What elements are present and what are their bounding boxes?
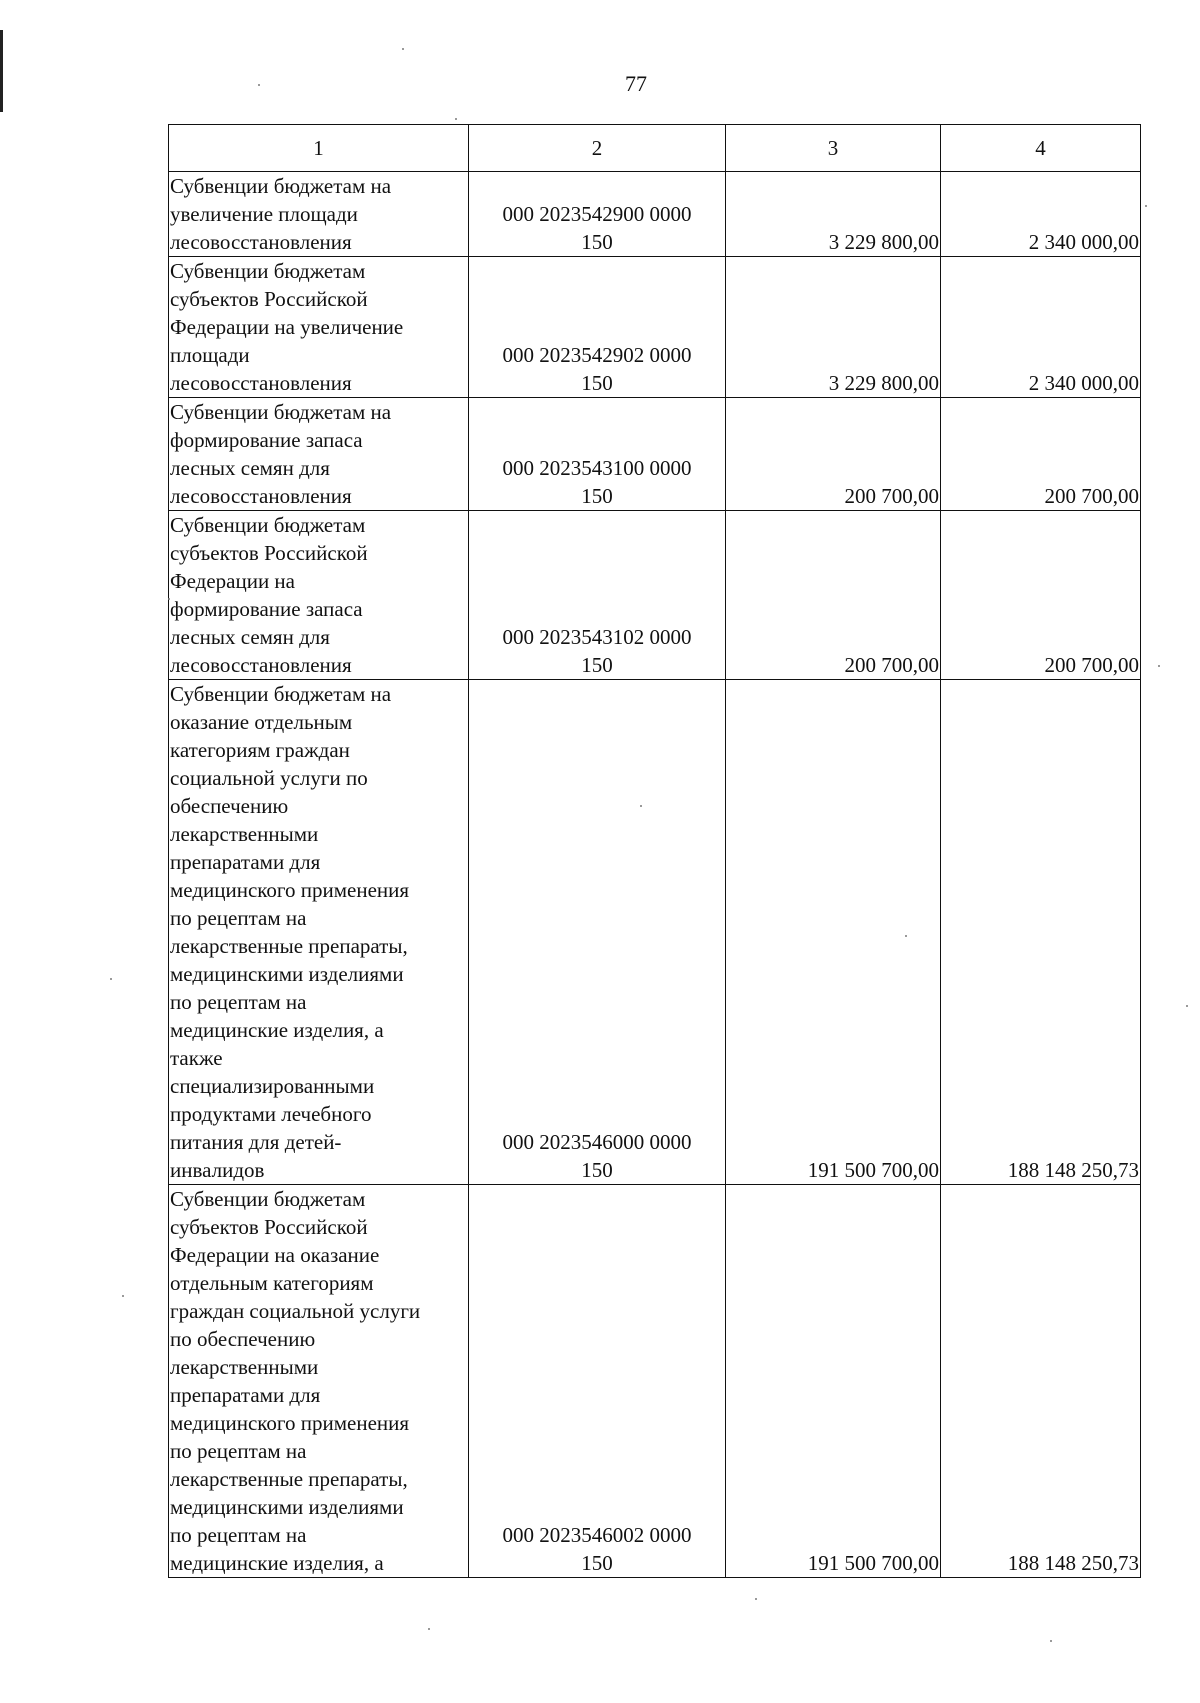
row-code-line2: 150 — [581, 484, 613, 508]
row-code — [469, 680, 726, 1185]
row-code — [469, 172, 726, 257]
table-row — [169, 680, 1141, 1185]
row-code-line2: 150 — [581, 230, 613, 254]
scan-speck — [1145, 205, 1147, 207]
scan-speck — [455, 118, 457, 120]
row-amount-col3: 191 500 700,00 — [726, 1185, 941, 1578]
row-code — [469, 257, 726, 398]
row-amount-col4: 2 340 000,00 — [941, 257, 1141, 398]
row-name: Субвенции бюджетам субъектов Российской Федерации на формирование запаса лесных семян для лесовосстановления — [169, 511, 469, 680]
row-amount-col4: 188 148 250,73 — [941, 680, 1141, 1185]
scan-speck — [905, 935, 907, 937]
scan-speck — [258, 84, 260, 86]
row-code-line2: 150 — [581, 371, 613, 395]
row-code-line2: 150 — [581, 653, 613, 677]
scan-speck — [1158, 665, 1160, 667]
column-header-3: 3 — [726, 125, 941, 172]
row-code-line1: 000 2023546002 0000 — [502, 1523, 692, 1547]
table-row — [169, 398, 1141, 511]
row-name: Субвенции бюджетам субъектов Российской Федерации на оказание отдельным категориям граждан социальной услуги по обеспечению лекарственными препаратами для медицинского применения по рецептам на лекарственные препараты, медицинскими изделиями по рецептам на медицинские изделия, а — [169, 1185, 469, 1578]
row-code — [469, 1185, 726, 1578]
column-header-1: 1 — [169, 125, 469, 172]
table-row — [169, 257, 1141, 398]
row-amount-col4: 188 148 250,73 — [941, 1185, 1141, 1578]
column-header-2: 2 — [469, 125, 726, 172]
column-header-4: 4 — [941, 125, 1141, 172]
row-code-line1: 000 2023546000 0000 — [502, 1130, 692, 1154]
scan-speck — [402, 48, 404, 50]
row-amount-col4: 2 340 000,00 — [941, 172, 1141, 257]
row-amount-col4: 200 700,00 — [941, 398, 1141, 511]
row-code-line2: 150 — [581, 1551, 613, 1575]
row-code-line1: 000 2023542900 0000 — [502, 202, 692, 226]
scan-speck — [755, 1598, 757, 1600]
row-name: Субвенции бюджетам на формирование запаса лесных семян для лесовосстановления — [169, 398, 469, 511]
row-code-line1: 000 2023543100 0000 — [502, 456, 692, 480]
row-code-line2: 150 — [581, 1158, 613, 1182]
scan-speck — [1186, 1005, 1188, 1007]
subventions-table — [168, 124, 1141, 1578]
row-amount-col4: 200 700,00 — [941, 511, 1141, 680]
row-name: Субвенции бюджетам на увеличение площади лесовосстановления — [169, 172, 469, 257]
scan-speck — [110, 978, 112, 980]
row-code — [469, 398, 726, 511]
row-name: Субвенции бюджетам субъектов Российской Федерации на увеличение площади лесовосстановления — [169, 257, 469, 398]
scan-speck — [168, 598, 170, 600]
row-amount-col3: 200 700,00 — [726, 398, 941, 511]
row-amount-col3: 200 700,00 — [726, 511, 941, 680]
row-amount-col3: 191 500 700,00 — [726, 680, 941, 1185]
row-name: Субвенции бюджетам на оказание отдельным категориям граждан социальной услуги по обеспечению лекарственными препаратами для медицинского применения по рецептам на лекарственные препараты, медицинскими изделиями по рецептам на медицинские изделия, а также специализированными продуктами лечебного питания для детей- инвалидов — [169, 680, 469, 1185]
table-row — [169, 511, 1141, 680]
row-code-line1: 000 2023543102 0000 — [502, 625, 692, 649]
page-number: 77 — [625, 71, 647, 96]
row-amount-col3: 3 229 800,00 — [726, 257, 941, 398]
table-header-row — [169, 125, 1141, 172]
table-row — [169, 172, 1141, 257]
scan-speck — [428, 1628, 430, 1630]
table-row — [169, 1185, 1141, 1578]
scan-speck — [1050, 1640, 1052, 1642]
row-amount-col3: 3 229 800,00 — [726, 172, 941, 257]
row-code — [469, 511, 726, 680]
row-code-line1: 000 2023542902 0000 — [502, 343, 692, 367]
scan-speck — [122, 1295, 124, 1297]
scan-speck — [640, 805, 642, 807]
